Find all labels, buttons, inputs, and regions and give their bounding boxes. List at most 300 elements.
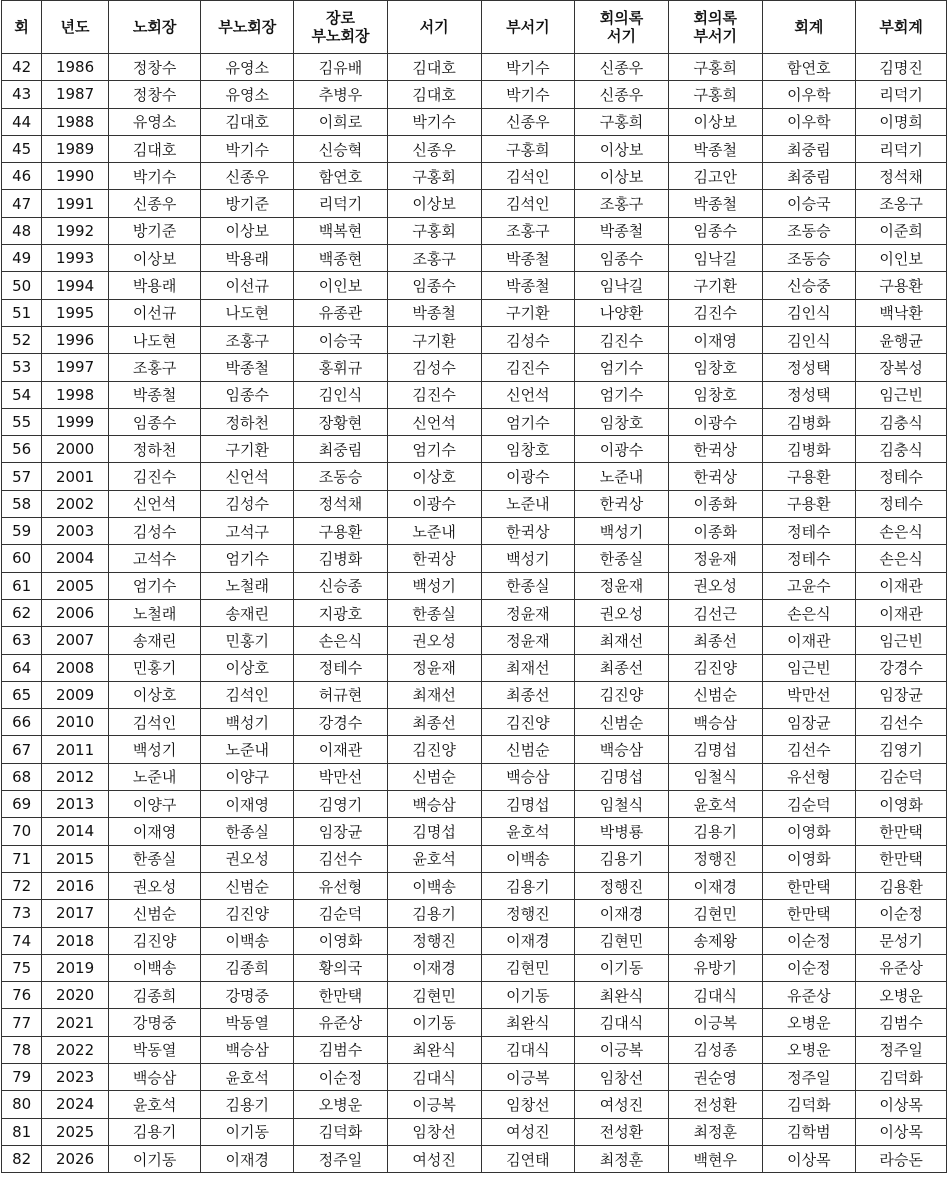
table-cell: 유영소 [108,108,201,135]
table-cell: 이상호 [387,463,481,490]
table-cell: 손은식 [294,627,388,654]
table-cell: 이상목 [856,1118,947,1145]
table-cell: 최종선 [481,681,575,708]
table-cell: 구기환 [201,436,294,463]
table-cell: 임철식 [575,791,669,818]
table-cell: 67 [2,736,42,763]
table-cell: 신언석 [201,463,294,490]
table-cell: 이긍복 [575,1036,669,1063]
table-cell: 이순정 [294,1063,388,1090]
table-cell: 2005 [42,572,108,599]
table-cell: 신승중 [762,272,856,299]
table-cell: 2010 [42,709,108,736]
table-cell: 70 [2,818,42,845]
table-row [2,1145,947,1172]
table-cell: 최완식 [481,1009,575,1036]
table-cell: 56 [2,436,42,463]
table-cell: 60 [2,545,42,572]
table-cell: 윤호석 [108,1091,201,1118]
table-cell: 리덕기 [294,190,388,217]
table-cell: 김대식 [387,1063,481,1090]
table-cell: 홍휘규 [294,354,388,381]
table-cell: 김진양 [387,736,481,763]
table-cell: 2007 [42,627,108,654]
table-cell: 김순덕 [294,900,388,927]
table-row [2,818,947,845]
table-cell: 임종수 [668,217,762,244]
table-cell: 2020 [42,982,108,1009]
table-cell: 이백송 [387,872,481,899]
table-cell: 고석구 [201,518,294,545]
table-cell: 박종철 [481,272,575,299]
table-row [2,1063,947,1090]
table-cell: 박종철 [387,299,481,326]
table-cell: 정윤재 [387,654,481,681]
table-cell: 정행진 [668,845,762,872]
column-header: 장로 부노회장 [294,1,388,54]
table-cell: 최종선 [387,709,481,736]
table-row [2,54,947,81]
table-cell: 최중림 [762,163,856,190]
table-cell: 민홍기 [201,627,294,654]
table-cell: 김석인 [108,709,201,736]
table-cell: 신범순 [481,736,575,763]
table-cell: 44 [2,108,42,135]
table-cell: 79 [2,1063,42,1090]
table-cell: 김인식 [762,326,856,353]
table-cell: 김학범 [762,1118,856,1145]
table-cell: 이상목 [856,1091,947,1118]
table-cell: 노철래 [201,572,294,599]
table-cell: 구용환 [294,518,388,545]
table-cell: 김명섭 [668,736,762,763]
table-row [2,954,947,981]
table-cell: 백승삼 [201,1036,294,1063]
table-cell: 정윤재 [481,627,575,654]
table-cell: 2024 [42,1091,108,1118]
table-cell: 김용기 [108,1118,201,1145]
table-cell: 54 [2,381,42,408]
table-row [2,982,947,1009]
table-cell: 1995 [42,299,108,326]
table-cell: 노준내 [481,490,575,517]
table-row [2,217,947,244]
table-cell: 2009 [42,681,108,708]
table-cell: 정주일 [294,1145,388,1172]
table-cell: 이상보 [108,245,201,272]
table-cell: 유준상 [856,954,947,981]
table-row [2,709,947,736]
table-cell: 김진양 [575,681,669,708]
table-cell: 이긍복 [481,1063,575,1090]
table-cell: 신종우 [575,81,669,108]
table-cell: 나도현 [108,326,201,353]
table-cell: 임장균 [762,709,856,736]
table-cell: 이광수 [575,436,669,463]
table-cell: 1994 [42,272,108,299]
table-cell: 이순정 [762,927,856,954]
table-cell: 유선형 [762,763,856,790]
table-row [2,681,947,708]
table-cell: 이상보 [387,190,481,217]
table-cell: 1997 [42,354,108,381]
table-cell: 송재린 [201,599,294,626]
table-cell: 김병화 [762,408,856,435]
table-cell: 이종화 [668,490,762,517]
table-cell: 김진수 [387,381,481,408]
table-cell: 2023 [42,1063,108,1090]
table-cell: 김대호 [108,135,201,162]
table-cell: 김순덕 [762,791,856,818]
table-cell: 이재경 [387,954,481,981]
table-cell: 이재관 [762,627,856,654]
table-cell: 박기수 [387,108,481,135]
table-cell: 이명희 [856,108,947,135]
table-cell: 구홍희 [481,135,575,162]
table-cell: 71 [2,845,42,872]
table-cell: 임창호 [481,436,575,463]
column-header: 노회장 [108,1,201,54]
table-cell: 1993 [42,245,108,272]
table-cell: 김인식 [294,381,388,408]
table-cell: 유종관 [294,299,388,326]
table-cell: 리덕기 [856,135,947,162]
table-cell: 이상보 [575,163,669,190]
table-cell: 전성환 [575,1118,669,1145]
table-row [2,763,947,790]
table-cell: 임근빈 [856,381,947,408]
table-cell: 2019 [42,954,108,981]
table-cell: 정행진 [387,927,481,954]
table-cell: 구기환 [668,272,762,299]
table-cell: 김대호 [201,108,294,135]
table-cell: 김진수 [481,354,575,381]
table-cell: 이승국 [762,190,856,217]
table-cell: 구용환 [762,463,856,490]
table-cell: 유영소 [201,54,294,81]
table-cell: 김종희 [201,954,294,981]
table-cell: 최재선 [481,654,575,681]
table-cell: 이재관 [856,572,947,599]
table-cell: 김영기 [856,736,947,763]
table-cell: 강경수 [294,709,388,736]
table-cell: 김성수 [387,354,481,381]
table-cell: 이상보 [201,217,294,244]
table-cell: 2000 [42,436,108,463]
table-cell: 정석채 [856,163,947,190]
table-cell: 구홍희 [668,54,762,81]
table-cell: 구홍회 [387,217,481,244]
table-cell: 박기수 [108,163,201,190]
table-cell: 오병운 [762,1036,856,1063]
table-cell: 76 [2,982,42,1009]
column-header: 부노회장 [201,1,294,54]
table-cell: 김진양 [201,900,294,927]
table-cell: 구기환 [387,326,481,353]
table-cell: 고석수 [108,545,201,572]
table-cell: 이인보 [294,272,388,299]
table-cell: 김순덕 [856,763,947,790]
table-cell: 오병운 [856,982,947,1009]
table-cell: 이기동 [387,1009,481,1036]
table-row [2,81,947,108]
column-header: 회의록 부서기 [668,1,762,54]
table-cell: 백성기 [575,518,669,545]
table-cell: 김용기 [481,872,575,899]
table-body [2,54,947,1173]
table-cell: 이재경 [575,900,669,927]
table-cell: 김용기 [387,900,481,927]
table-row [2,436,947,463]
table-cell: 이재영 [108,818,201,845]
table-cell: 엄기수 [108,572,201,599]
table-cell: 김덕화 [762,1091,856,1118]
table-cell: 나양환 [575,299,669,326]
table-cell: 권오성 [108,872,201,899]
table-cell: 한종실 [201,818,294,845]
table-cell: 박기수 [481,54,575,81]
table-cell: 구홍회 [387,163,481,190]
table-row [2,1091,947,1118]
table-cell: 46 [2,163,42,190]
table-cell: 함연호 [294,163,388,190]
table-cell: 신승종 [294,572,388,599]
table-cell: 허규현 [294,681,388,708]
table-cell: 1987 [42,81,108,108]
table-cell: 박용래 [108,272,201,299]
table-cell: 59 [2,518,42,545]
table-cell: 51 [2,299,42,326]
table-cell: 47 [2,190,42,217]
table-cell: 구용환 [762,490,856,517]
table-cell: 박종철 [575,217,669,244]
table-cell: 김진수 [668,299,762,326]
column-header: 회 [2,1,42,54]
table-cell: 강명중 [108,1009,201,1036]
table-row [2,627,947,654]
table-cell: 이기동 [481,982,575,1009]
table-cell: 정성택 [762,381,856,408]
table-cell: 최완식 [387,1036,481,1063]
table-cell: 78 [2,1036,42,1063]
table-header [2,1,947,54]
table-cell: 김선수 [762,736,856,763]
table-cell: 함연호 [762,54,856,81]
table-cell: 임창호 [575,408,669,435]
table-cell: 나도현 [201,299,294,326]
table-cell: 68 [2,763,42,790]
table-cell: 정테수 [762,518,856,545]
table-cell: 백종현 [294,245,388,272]
table-cell: 엄기수 [481,408,575,435]
table-cell: 한종실 [481,572,575,599]
table-cell: 한만택 [762,872,856,899]
table-cell: 지광호 [294,599,388,626]
table-cell: 김선근 [668,599,762,626]
table-cell: 여성진 [575,1091,669,1118]
table-cell: 62 [2,599,42,626]
table-cell: 임창호 [668,354,762,381]
table-row [2,135,947,162]
table-cell: 김인식 [762,299,856,326]
table-cell: 라승돈 [856,1145,947,1172]
table-cell: 권순영 [668,1063,762,1090]
table-cell: 강경수 [856,654,947,681]
table-cell: 69 [2,791,42,818]
table-cell: 권오성 [575,599,669,626]
table-cell: 신범순 [668,681,762,708]
table-cell: 50 [2,272,42,299]
table-cell: 한만택 [856,845,947,872]
table-cell: 윤행균 [856,326,947,353]
table-cell: 이재관 [294,736,388,763]
table-cell: 노준내 [108,763,201,790]
table-cell: 1986 [42,54,108,81]
table-row [2,272,947,299]
table-cell: 백성기 [387,572,481,599]
table-cell: 백승삼 [575,736,669,763]
table-row [2,736,947,763]
table-cell: 김종희 [108,982,201,1009]
table-cell: 김충식 [856,436,947,463]
table-cell: 김병화 [294,545,388,572]
table-cell: 조동승 [294,463,388,490]
table-cell: 2011 [42,736,108,763]
table-cell: 윤호석 [201,1063,294,1090]
table-cell: 57 [2,463,42,490]
table-cell: 조동승 [762,217,856,244]
table-cell: 이재경 [668,872,762,899]
table-cell: 정윤재 [575,572,669,599]
table-cell: 75 [2,954,42,981]
table-cell: 김현민 [668,900,762,927]
table-cell: 이재영 [668,326,762,353]
table-cell: 조옹구 [856,190,947,217]
table-cell: 오병운 [762,1009,856,1036]
officers-table [1,0,947,1173]
table-cell: 2006 [42,599,108,626]
table-cell: 이상목 [762,1145,856,1172]
table-cell: 한만택 [294,982,388,1009]
table-row [2,845,947,872]
table-cell: 이상호 [108,681,201,708]
table-cell: 이영화 [762,845,856,872]
table-cell: 김병화 [762,436,856,463]
table-cell: 김선수 [856,709,947,736]
table-cell: 민홍기 [108,654,201,681]
table-cell: 1988 [42,108,108,135]
table-row [2,599,947,626]
table-cell: 정성택 [762,354,856,381]
table-cell: 임종수 [387,272,481,299]
table-cell: 구기환 [481,299,575,326]
table-cell: 백승삼 [668,709,762,736]
table-cell: 이영화 [294,927,388,954]
table-cell: 55 [2,408,42,435]
table-cell: 이우학 [762,108,856,135]
table-cell: 신범순 [575,709,669,736]
table-cell: 임창선 [387,1118,481,1145]
table-cell: 임창호 [668,381,762,408]
table-cell: 2025 [42,1118,108,1145]
table-row [2,245,947,272]
table-cell: 김석인 [481,163,575,190]
table-cell: 박병룡 [575,818,669,845]
table-cell: 임낙길 [575,272,669,299]
table-cell: 권오성 [668,572,762,599]
table-cell: 유준상 [762,982,856,1009]
table-cell: 2016 [42,872,108,899]
table-cell: 이상보 [575,135,669,162]
table-cell: 정윤재 [668,545,762,572]
table-row [2,163,947,190]
table-cell: 정테수 [856,490,947,517]
table-row [2,572,947,599]
table-cell: 이영화 [856,791,947,818]
table-cell: 신범순 [108,900,201,927]
table-cell: 백승삼 [108,1063,201,1090]
table-cell: 최재선 [387,681,481,708]
table-cell: 신범순 [387,763,481,790]
table-cell: 이선규 [201,272,294,299]
table-cell: 58 [2,490,42,517]
table-cell: 김대식 [575,1009,669,1036]
table-cell: 박만선 [294,763,388,790]
table-cell: 추병우 [294,81,388,108]
table-cell: 이준희 [856,217,947,244]
table-cell: 백낙환 [856,299,947,326]
table-cell: 김범수 [294,1036,388,1063]
table-cell: 김대호 [387,81,481,108]
table-cell: 1996 [42,326,108,353]
table-row [2,654,947,681]
table-cell: 1989 [42,135,108,162]
table-cell: 73 [2,900,42,927]
table-cell: 김명섭 [387,818,481,845]
table-cell: 황의국 [294,954,388,981]
table-cell: 정주일 [856,1036,947,1063]
table-cell: 박종철 [108,381,201,408]
table-cell: 엄기수 [201,545,294,572]
table-cell: 임낙길 [668,245,762,272]
table-cell: 정석채 [294,490,388,517]
table-cell: 유선형 [294,872,388,899]
table-cell: 42 [2,54,42,81]
table-cell: 노준내 [575,463,669,490]
table-cell: 최중림 [294,436,388,463]
table-cell: 이광수 [387,490,481,517]
table-cell: 64 [2,654,42,681]
table-cell: 80 [2,1091,42,1118]
table-cell: 2018 [42,927,108,954]
table-cell: 2002 [42,490,108,517]
table-cell: 구용환 [856,272,947,299]
table-cell: 정행진 [481,900,575,927]
table-cell: 김현민 [575,927,669,954]
table-cell: 신종우 [387,135,481,162]
table-cell: 김유배 [294,54,388,81]
table-cell: 김용기 [668,818,762,845]
table-cell: 김석인 [481,190,575,217]
table-cell: 김진양 [668,654,762,681]
column-header: 회계 [762,1,856,54]
table-cell: 임장균 [856,681,947,708]
table-cell: 신언석 [481,381,575,408]
table-cell: 최재선 [575,627,669,654]
table-cell: 2021 [42,1009,108,1036]
table-cell: 한종실 [575,545,669,572]
table-cell: 박만선 [762,681,856,708]
